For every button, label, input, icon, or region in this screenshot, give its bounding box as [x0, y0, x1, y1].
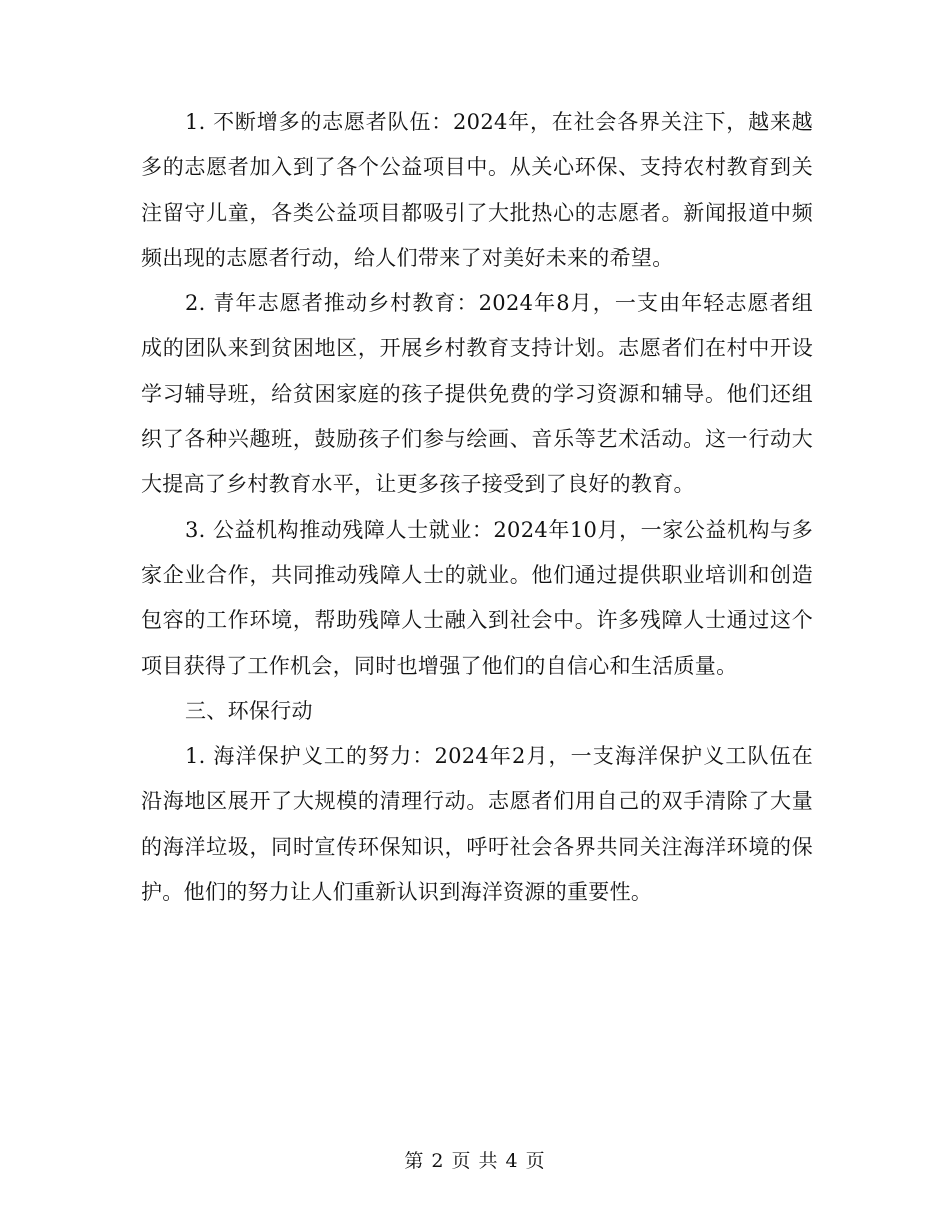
paragraph-volunteer-team: 1. 不断增多的志愿者队伍：2024年，在社会各界关注下，越来越多的志愿者加入到了各个公益项目中。从关心环保、支持农村教育到关注留守儿童，各类公益项目都吸引了大批热心的志愿者。新闻报道中频频出现的志愿者行动，给人们带来了对美好未来的希望。	[141, 110, 813, 270]
paragraph-rural-education: 2. 青年志愿者推动乡村教育：2024年8月，一支由年轻志愿者组成的团队来到贫困地区，开展乡村教育支持计划。志愿者们在村中开设学习辅导班，给贫困家庭的孩子提供免费的学习资源和辅导。他们还组织了各种兴趣班，鼓励孩子们参与绘画、音乐等艺术活动。这一行动大大提高了乡村教育水平，让更多孩子接受到了良好的教育。	[141, 291, 813, 497]
page-number-footer: 第 2 页 共 4 页	[404, 1150, 546, 1172]
paragraph-disability-employment: 3. 公益机构推动残障人士就业：2024年10月，一家公益机构与多家企业合作，共同推动残障人士的就业。他们通过提供职业培训和创造包容的工作环境，帮助残障人士融入到社会中。许多残障人士通过这个项目获得了工作机会，同时也增强了他们的自信心和生活质量。	[141, 517, 813, 678]
paragraph-ocean-protection: 1. 海洋保护义工的努力：2024年2月，一支海洋保护义工队伍在沿海地区展开了大规模的清理行动。志愿者们用自己的双手清除了大量的海洋垃圾，同时宣传环保知识，呼吁社会各界共同关注海洋环境的保护。他们的努力让人们重新认识到海洋资源的重要性。	[141, 744, 813, 905]
document-body	[141, 100, 813, 915]
section-heading-environmental-action: 三、环保行动	[185, 698, 313, 723]
